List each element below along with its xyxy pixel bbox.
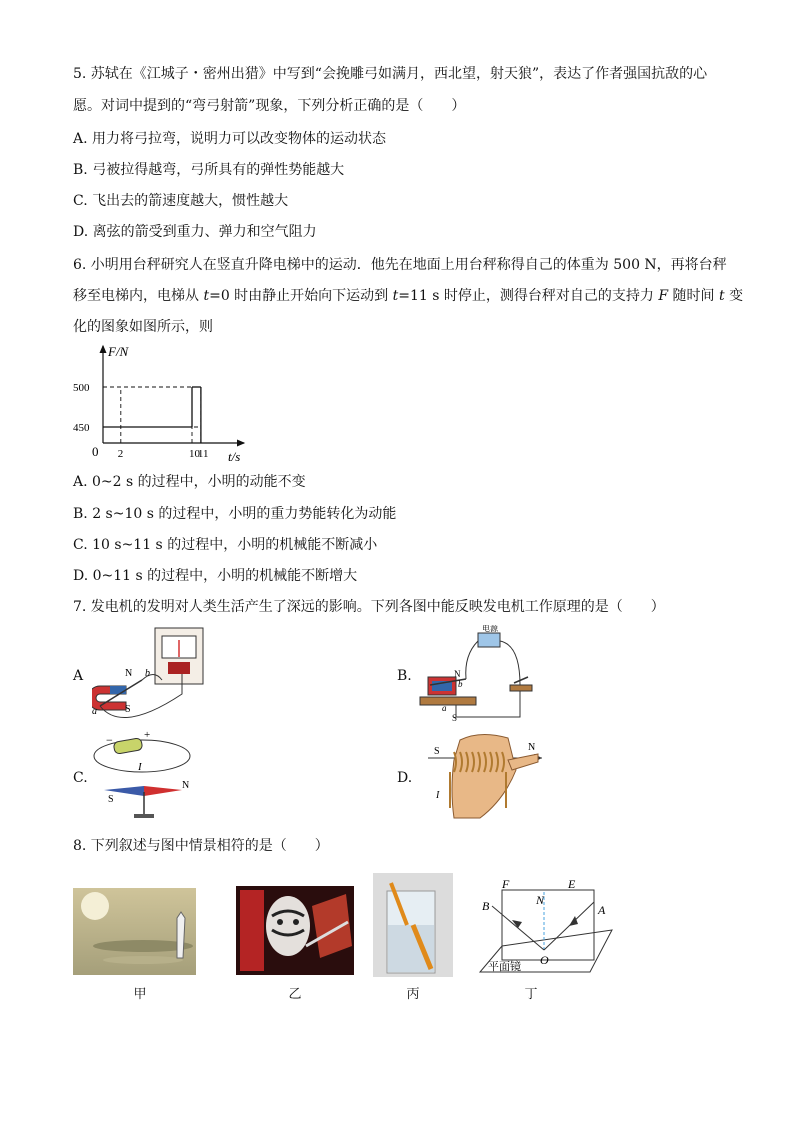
- label-f: F: [502, 877, 510, 891]
- q6-stem-line1: 6. 小明用台秤研究人在竖直升降电梯中的运动．他先在地面上用台秤称得自己的体重为 500 N，再将台秤: [73, 257, 727, 273]
- y-axis-label: F/N: [108, 344, 129, 359]
- q6-var-t: t: [392, 288, 399, 304]
- label-power: 电源: [482, 625, 498, 633]
- q6-text: 移至电梯内，电梯从: [73, 288, 204, 304]
- q6-var-f: F: [658, 288, 669, 304]
- q6-option-d: D. 0~11 s 的过程中，小明的机械能不断增大: [73, 568, 358, 584]
- label-plus: +: [144, 730, 151, 741]
- q6-option-b: B. 2 s~10 s 的过程中，小明的重力势能转化为动能: [73, 506, 397, 522]
- q6-option-a: A. 0~2 s 的过程中，小明的动能不变: [73, 474, 306, 490]
- label-s: S: [125, 704, 131, 715]
- battery: [113, 738, 143, 755]
- label-b: B: [482, 899, 490, 913]
- y-tick-label: 450: [73, 422, 90, 434]
- fig-a-generator-experiment: [92, 624, 212, 724]
- photo-bing-pencil-in-water: [373, 873, 453, 977]
- label-a: a: [92, 706, 97, 717]
- caption-ding: 丁: [524, 987, 538, 1002]
- fig-ding-reflection-law: [474, 872, 624, 980]
- label-n: N: [125, 668, 133, 679]
- moon: [81, 892, 109, 920]
- q6-stem-line3: 化的图象如图所示，则: [73, 319, 213, 335]
- label-b: b: [145, 668, 150, 679]
- label-e: E: [568, 877, 576, 891]
- q7-label-d: D.: [397, 770, 413, 786]
- label-b: b: [458, 679, 463, 689]
- label-n: N: [454, 669, 461, 679]
- label-minus: −: [106, 733, 113, 747]
- label-n: N: [182, 780, 190, 791]
- label-mirror: 平面镜: [488, 961, 521, 973]
- caption-yi: 乙: [288, 987, 302, 1002]
- q8-stem: 8. 下列叙述与图中情景相符的是（ ）: [73, 838, 329, 854]
- q7-label-b: B.: [397, 668, 412, 684]
- q6-option-c: C. 10 s~11 s 的过程中，小明的机械能不断减小: [73, 537, 378, 553]
- photo-jia-moon-reflection: [73, 888, 196, 975]
- q6-text: =0 时由静止开始向下运动到: [209, 288, 393, 304]
- photo-yi-opera-mask: [236, 886, 354, 975]
- force-time-chart: [72, 340, 252, 465]
- origin-label: 0: [92, 444, 99, 459]
- switch: [510, 685, 532, 691]
- q5-option-b: B. 弓被拉得越弯，弓所具有的弹性势能越大: [73, 162, 345, 178]
- figure: [177, 912, 185, 958]
- fig-d-right-hand-rule: [420, 730, 550, 830]
- fig-c-oersted-experiment: [92, 730, 202, 826]
- x-tick-label: 2: [117, 448, 124, 460]
- label-n: N: [528, 742, 536, 753]
- q5-stem-line1: 5. 苏轼在《江城子・密州出猎》中写到“会挽雕弓如满月，西北望，射天狼”，表达了作者强国抗敌的心: [73, 66, 708, 82]
- q6-text: =11 s 时停止，测得台秤对自己的支持力: [398, 288, 659, 304]
- x-tick-label: 11: [197, 448, 209, 460]
- q6-text: 变: [724, 288, 744, 304]
- q6-text: 随时间: [668, 288, 719, 304]
- label-current: I: [138, 761, 142, 773]
- base-board: [420, 697, 476, 705]
- label-n: N: [536, 893, 545, 907]
- label-a: a: [442, 703, 447, 713]
- galvanometer-base: [168, 662, 190, 674]
- fig-b-motor-experiment: [416, 625, 546, 723]
- q6-stem-line2: [73, 286, 743, 306]
- label-s: S: [434, 746, 440, 757]
- q5-option-d: D. 离弦的箭受到重力、弹力和空气阻力: [73, 224, 317, 240]
- label-s: S: [108, 794, 114, 805]
- q7-stem: 7. 发电机的发明对人类生活产生了深远的影响。下列各图中能反映发电机工作原理的是（ ）: [73, 599, 665, 615]
- q5-option-c: C. 飞出去的箭速度越大，惯性越大: [73, 193, 289, 209]
- q7-label-c: C.: [73, 770, 88, 786]
- caption-jia: 甲: [133, 987, 147, 1002]
- label-s: S: [452, 713, 458, 723]
- mask-face: [266, 896, 310, 956]
- q5-option-a: A. 用力将弓拉弯，说明力可以改变物体的运动状态: [73, 131, 387, 147]
- caption-bing: 丙: [406, 987, 420, 1002]
- compass-needle-n: [144, 786, 182, 796]
- q7-label-a: A: [73, 668, 84, 684]
- x-axis-label: t/s: [228, 449, 241, 464]
- label-a: A: [598, 903, 606, 917]
- x-tick-label: 10: [189, 448, 200, 460]
- q6-var-t: t: [203, 288, 210, 304]
- q6-var-t: t: [719, 288, 725, 304]
- y-tick-label: 500: [73, 382, 90, 394]
- label-o: O: [540, 953, 549, 967]
- q5-stem-line2: 愿。对词中提到的“弯弓射箭”现象，下列分析正确的是（ ）: [73, 98, 466, 114]
- label-current: I: [436, 790, 440, 801]
- power-source: [478, 633, 500, 647]
